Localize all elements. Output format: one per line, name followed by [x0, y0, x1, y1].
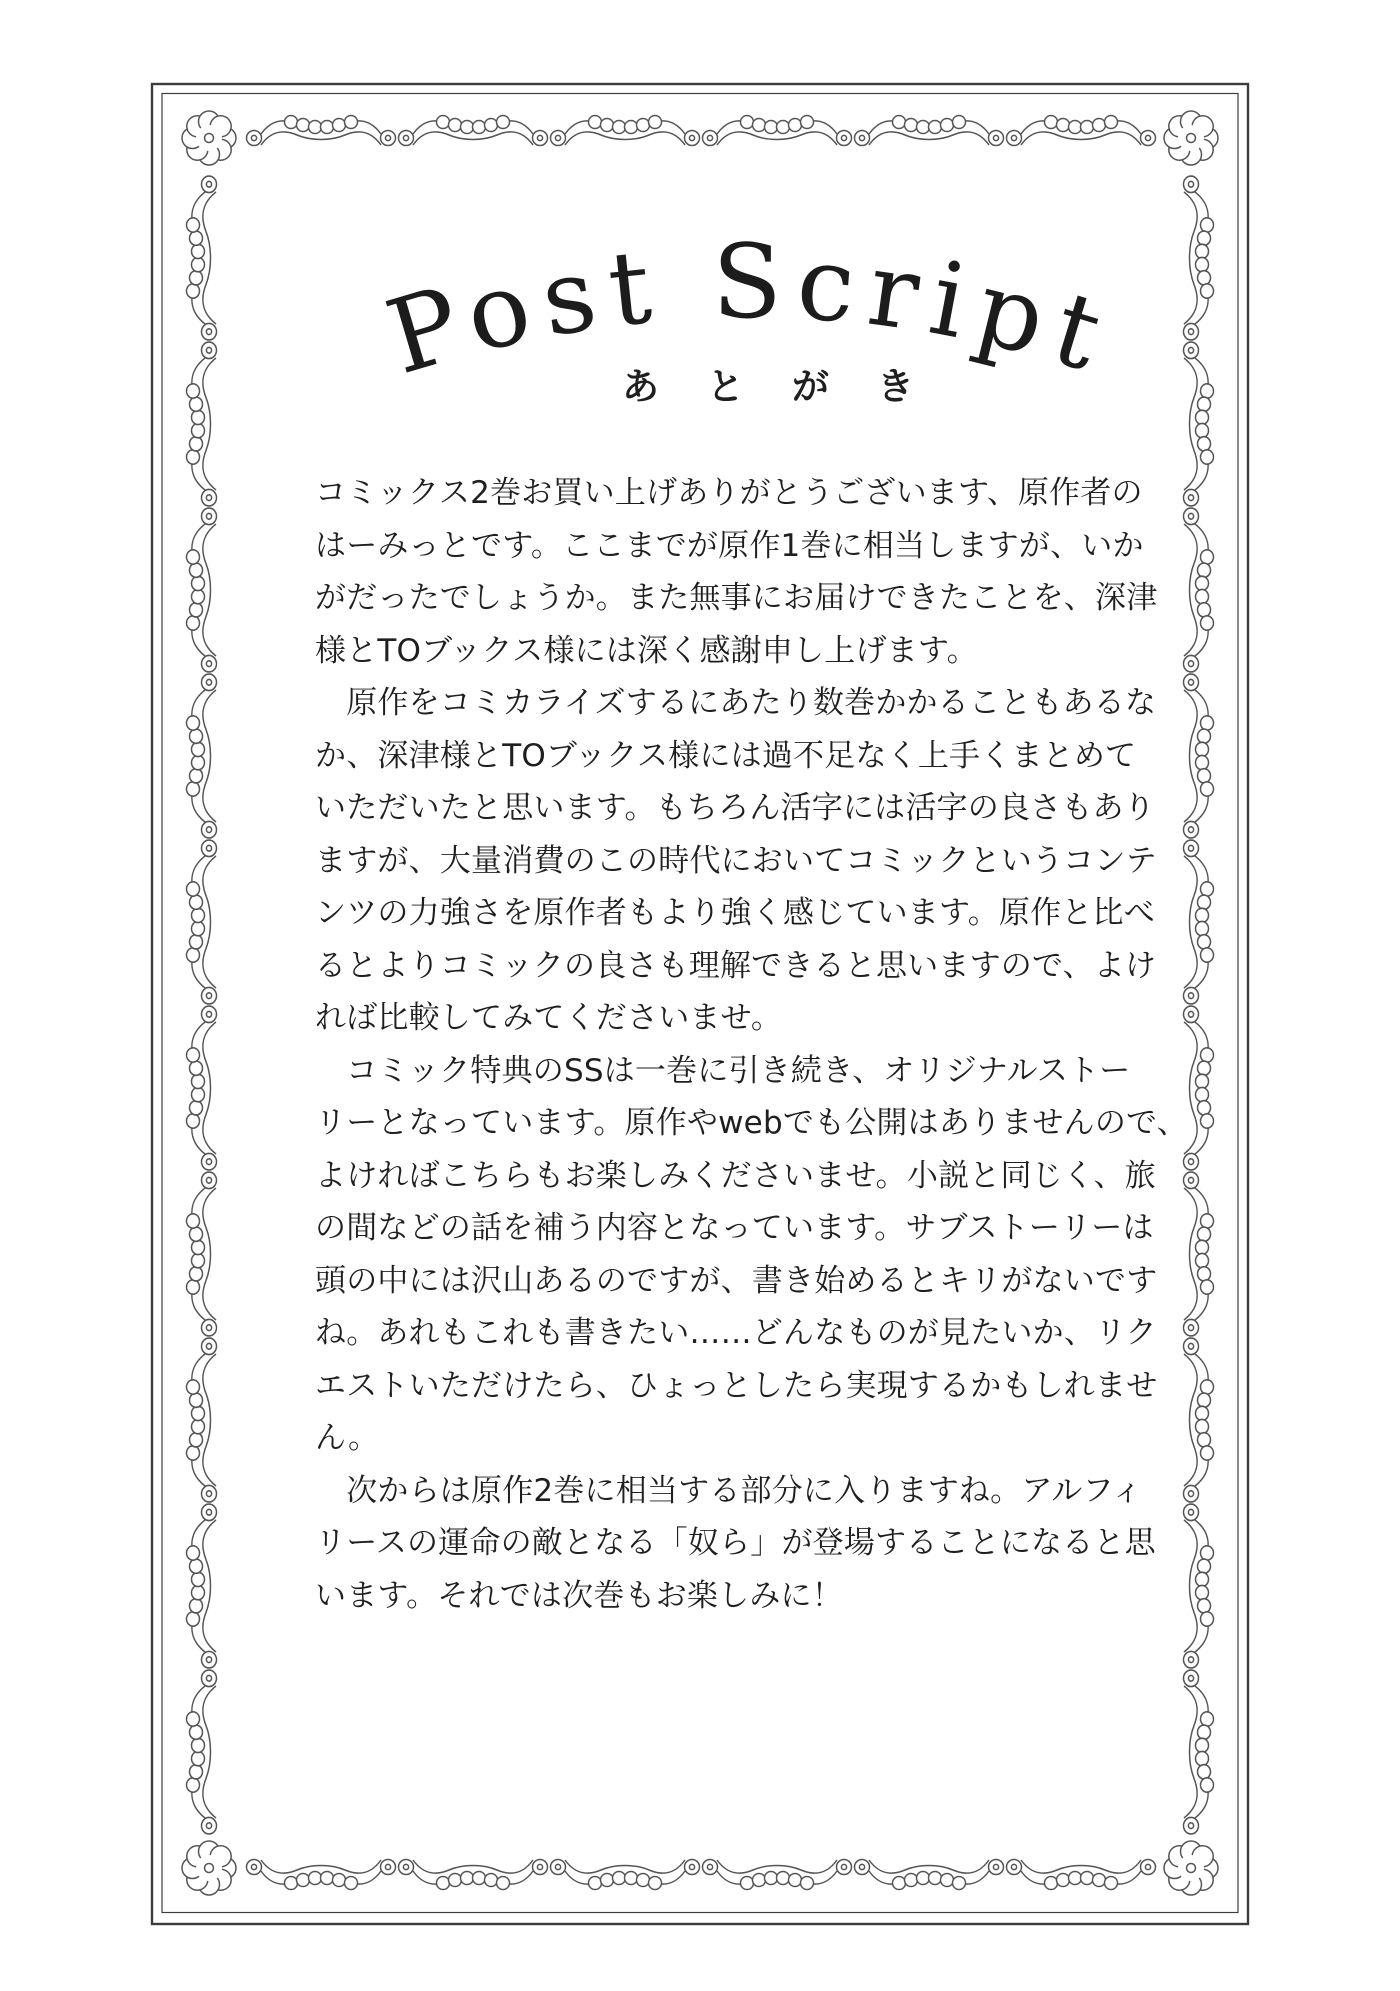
body-line: れば比較してみてくださいませ。: [315, 1000, 783, 1036]
body-line: ん。: [315, 1420, 380, 1456]
body-line: 様とTOブックス様には深く感謝申し上げます。: [315, 632, 978, 669]
body-line: 原作をコミカライズするにあたり数巻かかることもあるな: [315, 685, 1157, 721]
body-line: ますが、大量消費のこの時代においてコミックというコンテ: [315, 842, 1157, 879]
body-line: ね。あれもこれも書きたい……どんなものが見たいか、リク: [315, 1315, 1157, 1351]
corner-rosette-bottom-left: [182, 1841, 236, 1895]
body-line: よければこちらもお楽しみくださいませ。小説と同じく、旅: [315, 1157, 1156, 1194]
body-line: か、深津様とTOブックス様には過不足なく上手くまとめて: [315, 737, 1137, 774]
corner-rosette-top-right: [1164, 111, 1218, 165]
body-line: るとよりコミックの良さも理解できると思いますので、よけ: [315, 947, 1157, 984]
body-line: いただいたと思います。もちろん活字には活字の良さもあり: [315, 790, 1155, 826]
body-line: がだったでしょうか。また無事にお届けできたことを、深津: [315, 580, 1158, 616]
body-line: の間などの話を補う内容となっています。サブストーリーは: [315, 1210, 1154, 1246]
body-line: います。それでは次巻もお楽しみに！: [315, 1577, 843, 1614]
body-line: はーみっとです。ここまでが原作1巻に相当しますが、いか: [315, 527, 1144, 564]
body-line: コミックス2巻お買い上げありがとうございます、原作者の: [315, 475, 1143, 511]
afterword-body: [315, 467, 1188, 1622]
body-line: コミック特典のSSは一巻に引き続き、オリジナルストー: [315, 1052, 1131, 1089]
corner-rosette-bottom-right: [1164, 1841, 1218, 1895]
body-line: リーとなっています。原作やwebでも公開はありませんので、: [315, 1105, 1188, 1141]
body-line: 頭の中には沢山あるのですが、書き始めるとキリがないです: [315, 1262, 1158, 1299]
top-scroll-band: [247, 116, 1156, 146]
page-title-latin: Post Script: [374, 222, 1127, 399]
right-scroll-band: [1184, 176, 1214, 1834]
body-line: ンツの力強さを原作者もより強く感じています。原作と比べ: [315, 895, 1155, 931]
body-line: エストいただけたら、ひょっとしたら実現するかもしれませ: [315, 1367, 1158, 1404]
left-scroll-band: [187, 176, 217, 1834]
bottom-scroll-band: [247, 1860, 1156, 1890]
body-line: 次からは原作2巻に相当する部分に入りますね。アルフィ: [315, 1472, 1143, 1509]
corner-rosette-top-left: [182, 111, 236, 165]
body-line: リースの運命の敵となる「奴ら」が登場することになると思: [315, 1525, 1156, 1561]
page-title-kana: あとがき: [622, 365, 962, 408]
